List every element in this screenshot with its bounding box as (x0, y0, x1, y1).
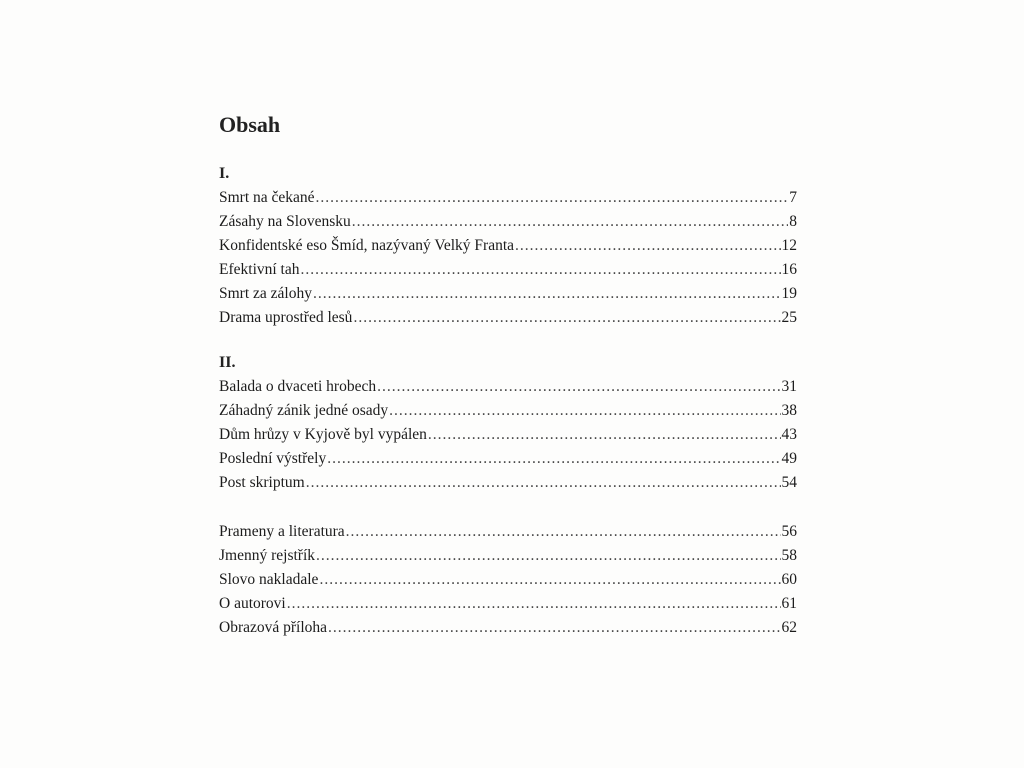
entry-title: Obrazová příloha (219, 619, 328, 636)
section-heading-2: II. (219, 354, 236, 371)
entry-page-number: 8 (789, 213, 797, 230)
toc-entry (219, 210, 797, 234)
toc-entry (219, 471, 797, 495)
toc-entry (219, 520, 797, 544)
section-2-entries (219, 375, 797, 495)
dot-leader (301, 258, 781, 282)
toc-entry (219, 447, 797, 471)
entry-title: Jmenný rejstřík (219, 547, 315, 564)
entry-title: Prameny a literatura (219, 523, 345, 540)
entry-page-number: 19 (781, 285, 797, 302)
entry-page-number: 43 (781, 426, 797, 443)
entry-page-number: 31 (781, 378, 797, 395)
entry-page-number: 38 (781, 402, 797, 419)
entry-page-number: 58 (781, 547, 797, 564)
dot-leader (287, 592, 781, 616)
dot-leader (328, 616, 780, 640)
dot-leader (353, 306, 780, 330)
toc-title: Obsah (219, 112, 281, 137)
entry-title: Zásahy na Slovensku (219, 213, 351, 230)
dot-leader (515, 234, 780, 258)
dot-leader (346, 520, 781, 544)
entry-page-number: 60 (781, 571, 797, 588)
entry-page-number: 54 (781, 474, 797, 491)
entry-title: Balada o dvaceti hrobech (219, 378, 377, 395)
toc-entry (219, 258, 797, 282)
dot-leader (377, 375, 780, 399)
entry-page-number: 61 (781, 595, 797, 612)
entry-title: Smrt za zálohy (219, 285, 312, 302)
table-of-contents (219, 110, 797, 640)
entry-title: Smrt na čekané (219, 189, 315, 206)
toc-entry (219, 306, 797, 330)
entry-page-number: 7 (789, 189, 797, 206)
dot-leader (316, 186, 789, 210)
dot-leader (428, 423, 781, 447)
entry-page-number: 62 (781, 619, 797, 636)
toc-entry (219, 186, 797, 210)
section-heading-1: I. (219, 165, 230, 182)
dot-leader (306, 471, 781, 495)
toc-entry (219, 568, 797, 592)
section-1-entries (219, 186, 797, 330)
entry-title: Slovo nakladale (219, 571, 319, 588)
toc-entry (219, 282, 797, 306)
dot-leader (352, 210, 789, 234)
toc-entry (219, 375, 797, 399)
entry-title: Poslední výstřely (219, 450, 327, 467)
entry-page-number: 12 (781, 237, 797, 254)
dot-leader (313, 282, 781, 306)
entry-title: O autorovi (219, 595, 286, 612)
backmatter-entries (219, 520, 797, 640)
dot-leader (327, 447, 780, 471)
dot-leader (319, 568, 780, 592)
entry-page-number: 49 (781, 450, 797, 467)
entry-title: Efektivní tah (219, 261, 300, 278)
entry-title: Post skriptum (219, 474, 305, 491)
toc-entry (219, 423, 797, 447)
entry-page-number: 25 (781, 309, 797, 326)
entry-page-number: 56 (781, 523, 797, 540)
toc-entry (219, 592, 797, 616)
dot-leader (389, 399, 780, 423)
entry-title: Konfidentské eso Šmíd, nazývaný Velký Franta (219, 237, 515, 254)
toc-entry (219, 234, 797, 258)
entry-page-number: 16 (781, 261, 797, 278)
toc-entry (219, 399, 797, 423)
entry-title: Dům hrůzy v Kyjově byl vypálen (219, 426, 427, 443)
toc-entry (219, 544, 797, 568)
dot-leader (316, 544, 781, 568)
entry-title: Drama uprostřed lesů (219, 309, 353, 326)
entry-title: Záhadný zánik jedné osady (219, 402, 389, 419)
toc-entry (219, 616, 797, 640)
